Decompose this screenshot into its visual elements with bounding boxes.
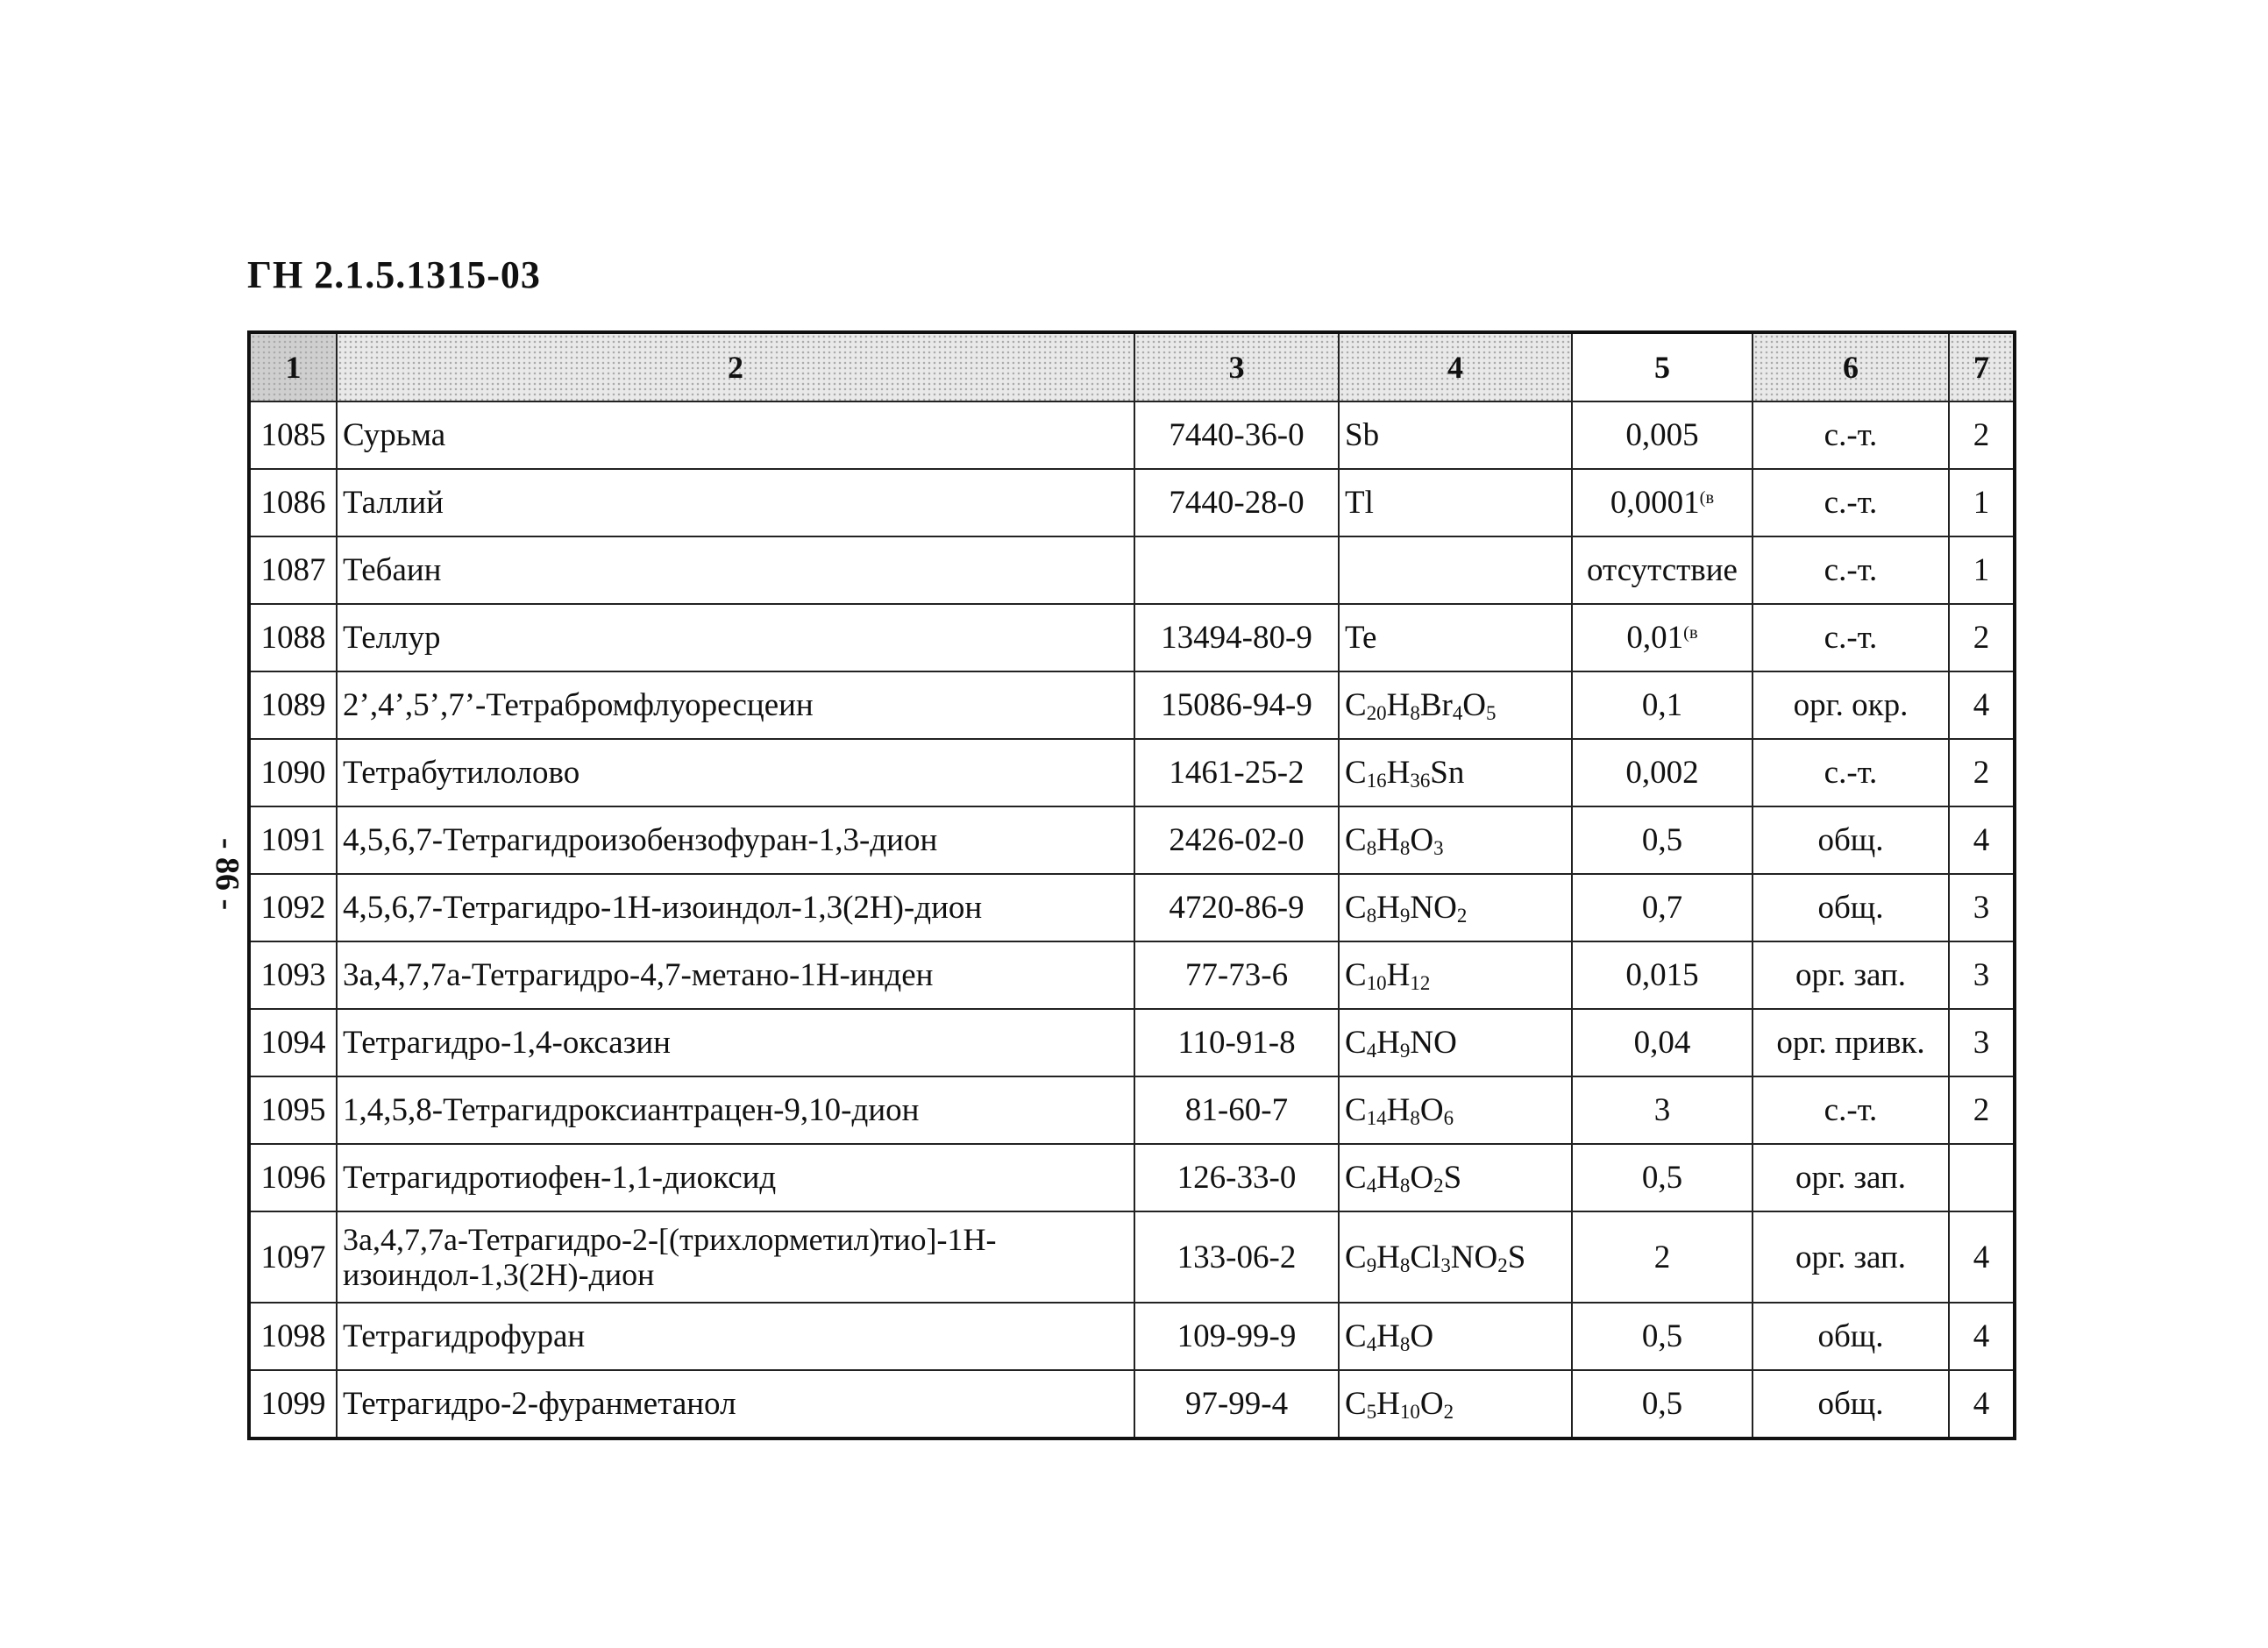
table-row [249, 874, 2015, 941]
row-number-cell: 1085 [249, 401, 337, 469]
row-number-cell: 1086 [249, 469, 337, 536]
formula-element: H [1386, 687, 1411, 723]
formula-subscript: 9 [1366, 1254, 1377, 1276]
value-cell [1572, 941, 1753, 1009]
formula-element: Sb [1345, 417, 1380, 453]
substance-name-cell: 1,4,5,8-Тетрагидроксиантрацен-9,10-дион [337, 1076, 1134, 1144]
header-cell: 4 [1339, 332, 1572, 401]
formula-element: NO [1410, 1025, 1457, 1061]
hazard-class-cell: 2 [1949, 1076, 2015, 1144]
formula-element: C [1345, 1386, 1367, 1422]
hazard-class-cell: 1 [1949, 536, 2015, 604]
formula-subscript: 14 [1366, 1107, 1387, 1130]
row-number-cell: 1092 [249, 874, 337, 941]
cas-number-cell: 81-60-7 [1134, 1076, 1339, 1144]
cas-number-cell: 15086-94-9 [1134, 671, 1339, 739]
value-cell [1572, 806, 1753, 874]
formula-subscript: 8 [1399, 1175, 1411, 1197]
hazard-class-cell: 3 [1949, 1009, 2015, 1076]
formula-element: Te [1345, 620, 1377, 656]
formula-cell [1339, 671, 1572, 739]
cas-number-cell: 1461-25-2 [1134, 739, 1339, 806]
row-number-cell: 1096 [249, 1144, 337, 1211]
formula-subscript: 8 [1399, 837, 1411, 860]
formula-cell [1339, 604, 1572, 671]
row-number-cell: 1094 [249, 1009, 337, 1076]
limiting-indicator-cell: орг. зап. [1753, 1211, 1949, 1303]
cas-number-cell: 7440-28-0 [1134, 469, 1339, 536]
formula-subscript: 10 [1399, 1401, 1420, 1424]
limiting-indicator-cell: орг. окр. [1753, 671, 1949, 739]
formula-subscript: 20 [1366, 702, 1387, 725]
formula-element: H [1386, 1092, 1411, 1128]
formula-element: C [1345, 1092, 1367, 1128]
formula-element: H [1376, 1160, 1400, 1196]
substance-name-cell: Тетрагидро-1,4-оксазин [337, 1009, 1134, 1076]
formula-element: H [1376, 1025, 1400, 1061]
formula-subscript: 9 [1399, 905, 1411, 927]
substance-name-cell: Тетрабутилолово [337, 739, 1134, 806]
formula-subscript: 3 [1440, 1254, 1451, 1276]
formula-subscript: 4 [1366, 1333, 1377, 1356]
substance-name-cell: Тетрагидро-2-фуранметанол [337, 1370, 1134, 1438]
table-row [249, 1303, 2015, 1370]
substance-name-cell: Тетрагидрофуран [337, 1303, 1134, 1370]
cas-number-cell: 13494-80-9 [1134, 604, 1339, 671]
substances-table [247, 330, 2016, 1440]
row-number-cell: 1099 [249, 1370, 337, 1438]
table-row [249, 604, 2015, 671]
limiting-indicator-cell: общ. [1753, 1370, 1949, 1438]
substance-name-cell: Тебаин [337, 536, 1134, 604]
cas-number-cell: 97-99-4 [1134, 1370, 1339, 1438]
substance-name-cell: Тетрагидротиофен-1,1-диоксид [337, 1144, 1134, 1211]
formula-element: H [1376, 890, 1400, 926]
formula-subscript: 9 [1399, 1040, 1411, 1062]
value-text: 0,1 [1641, 687, 1683, 723]
table-row [249, 1009, 2015, 1076]
formula-subscript: 2 [1497, 1254, 1508, 1276]
value-text: 0,015 [1625, 957, 1699, 993]
formula-subscript: 6 [1443, 1107, 1454, 1130]
header-cell: 2 [337, 332, 1134, 401]
hazard-class-cell: 4 [1949, 806, 2015, 874]
formula-subscript: 2 [1443, 1401, 1454, 1424]
formula-element: Cl [1410, 1239, 1441, 1275]
hazard-class-cell: 4 [1949, 1370, 2015, 1438]
value-text: 0,5 [1641, 822, 1683, 858]
value-cell [1572, 1076, 1753, 1144]
formula-element: Sn [1430, 755, 1465, 791]
formula-subscript: 8 [1366, 905, 1377, 927]
value-text: 3 [1653, 1092, 1671, 1128]
formula-cell [1339, 1303, 1572, 1370]
formula-cell [1339, 536, 1572, 604]
formula-element: C [1345, 1239, 1367, 1275]
table-row [249, 941, 2015, 1009]
limiting-indicator-cell: с.-т. [1753, 604, 1949, 671]
cas-number-cell: 4720-86-9 [1134, 874, 1339, 941]
header-cell: 5 [1572, 332, 1753, 401]
substance-name-cell: Теллур [337, 604, 1134, 671]
value-text: 0,5 [1641, 1318, 1683, 1354]
formula-element: C [1345, 957, 1367, 993]
formula-element: C [1345, 687, 1367, 723]
hazard-class-cell: 4 [1949, 1211, 2015, 1303]
limiting-indicator-cell: с.-т. [1753, 401, 1949, 469]
header-cell: 3 [1134, 332, 1339, 401]
table-row [249, 739, 2015, 806]
formula-element: H [1376, 1318, 1400, 1354]
formula-cell [1339, 941, 1572, 1009]
hazard-class-cell: 2 [1949, 401, 2015, 469]
cas-number-cell: 110-91-8 [1134, 1009, 1339, 1076]
formula-subscript: 8 [1410, 702, 1420, 725]
limiting-indicator-cell: с.-т. [1753, 469, 1949, 536]
hazard-class-cell: 1 [1949, 469, 2015, 536]
limiting-indicator-cell: общ. [1753, 874, 1949, 941]
value-cell [1572, 536, 1753, 604]
formula-subscript: 4 [1452, 702, 1463, 725]
limiting-indicator-cell: с.-т. [1753, 739, 1949, 806]
value-cell [1572, 874, 1753, 941]
formula-element: O [1410, 1318, 1434, 1354]
cas-number-cell: 2426-02-0 [1134, 806, 1339, 874]
value-cell [1572, 1211, 1753, 1303]
row-number-cell: 1088 [249, 604, 337, 671]
formula-cell [1339, 469, 1572, 536]
cas-number-cell [1134, 536, 1339, 604]
substance-name-cell: 3a,4,7,7a-Тетрагидро-2-[(трихлорметил)тио]-1Н-изоиндол-1,3(2Н)-дион [337, 1211, 1134, 1303]
value-text: 0,04 [1633, 1025, 1691, 1061]
value-cell [1572, 671, 1753, 739]
formula-element: NO [1450, 1239, 1498, 1275]
header-row [249, 332, 2015, 401]
hazard-class-cell: 2 [1949, 604, 2015, 671]
formula-element: H [1386, 957, 1411, 993]
formula-subscript: 3 [1433, 837, 1444, 860]
substance-name-cell: 4,5,6,7-Тетрагидро-1Н-изоиндол-1,3(2Н)-дион [337, 874, 1134, 941]
row-number-cell: 1098 [249, 1303, 337, 1370]
formula-subscript: 2 [1433, 1175, 1444, 1197]
formula-element: C [1345, 755, 1367, 791]
formula-element: Tl [1345, 485, 1374, 521]
formula-cell [1339, 1009, 1572, 1076]
table-row [249, 469, 2015, 536]
limiting-indicator-cell: общ. [1753, 1303, 1949, 1370]
row-number-cell: 1087 [249, 536, 337, 604]
formula-element: H [1386, 755, 1411, 791]
formula-element: S [1443, 1160, 1462, 1196]
formula-element: O [1419, 1386, 1444, 1422]
value-cell [1572, 604, 1753, 671]
formula-element: C [1345, 1318, 1367, 1354]
formula-element: S [1507, 1239, 1526, 1275]
value-text: 0,002 [1625, 755, 1699, 791]
formula-element: O [1462, 687, 1487, 723]
value-text: 0,005 [1625, 417, 1699, 453]
formula-cell [1339, 739, 1572, 806]
formula-subscript: 36 [1410, 770, 1431, 792]
formula-subscript: 5 [1366, 1401, 1377, 1424]
document-title: ГН 2.1.5.1315-03 [247, 253, 541, 296]
value-text: 2 [1653, 1239, 1671, 1275]
formula-cell [1339, 1076, 1572, 1144]
value-text: 0,7 [1641, 890, 1683, 926]
cas-number-cell: 7440-36-0 [1134, 401, 1339, 469]
value-cell [1572, 1009, 1753, 1076]
hazard-class-cell: 4 [1949, 1303, 2015, 1370]
limiting-indicator-cell: с.-т. [1753, 536, 1949, 604]
limiting-indicator-cell: орг. зап. [1753, 941, 1949, 1009]
formula-element: NO [1410, 890, 1457, 926]
formula-element: H [1376, 1239, 1400, 1275]
header-cell: 6 [1753, 332, 1949, 401]
table-row [249, 1370, 2015, 1438]
hazard-class-cell: 2 [1949, 739, 2015, 806]
formula-subscript: 12 [1410, 972, 1431, 995]
formula-cell [1339, 1370, 1572, 1438]
row-number-cell: 1093 [249, 941, 337, 1009]
table-row [249, 536, 2015, 604]
value-cell [1572, 739, 1753, 806]
table-row [249, 1144, 2015, 1211]
value-cell [1572, 1144, 1753, 1211]
formula-subscript: 5 [1486, 702, 1497, 725]
table-row [249, 401, 2015, 469]
row-number-cell: 1089 [249, 671, 337, 739]
substance-name-cell: Таллий [337, 469, 1134, 536]
formula-cell [1339, 401, 1572, 469]
value-cell [1572, 1303, 1753, 1370]
formula-cell [1339, 874, 1572, 941]
cas-number-cell: 126-33-0 [1134, 1144, 1339, 1211]
value-cell [1572, 401, 1753, 469]
formula-cell [1339, 806, 1572, 874]
formula-element: O [1410, 1160, 1434, 1196]
value-text: 0,0001 [1610, 485, 1700, 521]
row-number-cell: 1091 [249, 806, 337, 874]
limiting-indicator-cell: общ. [1753, 806, 1949, 874]
value-text: 0,01 [1626, 620, 1684, 656]
formula-subscript: 8 [1366, 837, 1377, 860]
cas-number-cell: 109-99-9 [1134, 1303, 1339, 1370]
table-body [249, 401, 2015, 1438]
formula-element: C [1345, 890, 1367, 926]
formula-element: O [1410, 822, 1434, 858]
header-cell: 7 [1949, 332, 2015, 401]
page-number: - 86 - [209, 837, 246, 911]
cas-number-cell: 77-73-6 [1134, 941, 1339, 1009]
substance-name-cell: 2’,4’,5’,7’-Тетрабромфлуоресцеин [337, 671, 1134, 739]
value-footnote: (в [1699, 487, 1715, 508]
limiting-indicator-cell: с.-т. [1753, 1076, 1949, 1144]
table-row [249, 1076, 2015, 1144]
formula-element: C [1345, 1025, 1367, 1061]
cas-number-cell: 133-06-2 [1134, 1211, 1339, 1303]
value-text: отсутствие [1587, 552, 1738, 588]
header-cell: 1 [249, 332, 337, 401]
row-number-cell: 1095 [249, 1076, 337, 1144]
formula-subscript: 16 [1366, 770, 1387, 792]
table-row [249, 671, 2015, 739]
hazard-class-cell: 4 [1949, 671, 2015, 739]
formula-element: H [1376, 1386, 1400, 1422]
row-number-cell: 1097 [249, 1211, 337, 1303]
row-number-cell: 1090 [249, 739, 337, 806]
value-cell [1572, 1370, 1753, 1438]
substance-name-cell: 4,5,6,7-Тетрагидроизобензофуран-1,3-дион [337, 806, 1134, 874]
formula-subscript: 8 [1399, 1333, 1411, 1356]
formula-cell [1339, 1211, 1572, 1303]
hazard-class-cell: 3 [1949, 941, 2015, 1009]
value-text: 0,5 [1641, 1386, 1683, 1422]
substance-name-cell: 3a,4,7,7a-Тетрагидро-4,7-метано-1Н-инден [337, 941, 1134, 1009]
formula-subscript: 4 [1366, 1175, 1377, 1197]
formula-cell [1339, 1144, 1572, 1211]
hazard-class-cell [1949, 1144, 2015, 1211]
value-footnote: (в [1683, 622, 1698, 643]
formula-subscript: 2 [1456, 905, 1468, 927]
formula-element: Br [1419, 687, 1453, 723]
formula-element: O [1419, 1092, 1444, 1128]
limiting-indicator-cell: орг. зап. [1753, 1144, 1949, 1211]
formula-subscript: 8 [1399, 1254, 1411, 1276]
formula-element: C [1345, 1160, 1367, 1196]
table-row [249, 806, 2015, 874]
formula-subscript: 10 [1366, 972, 1387, 995]
formula-element: H [1376, 822, 1400, 858]
limiting-indicator-cell: орг. привк. [1753, 1009, 1949, 1076]
table-row [249, 1211, 2015, 1303]
value-cell [1572, 469, 1753, 536]
hazard-class-cell: 3 [1949, 874, 2015, 941]
substance-name-cell: Сурьма [337, 401, 1134, 469]
formula-subscript: 8 [1410, 1107, 1420, 1130]
value-text: 0,5 [1641, 1160, 1683, 1196]
formula-element: C [1345, 822, 1367, 858]
formula-subscript: 4 [1366, 1040, 1377, 1062]
